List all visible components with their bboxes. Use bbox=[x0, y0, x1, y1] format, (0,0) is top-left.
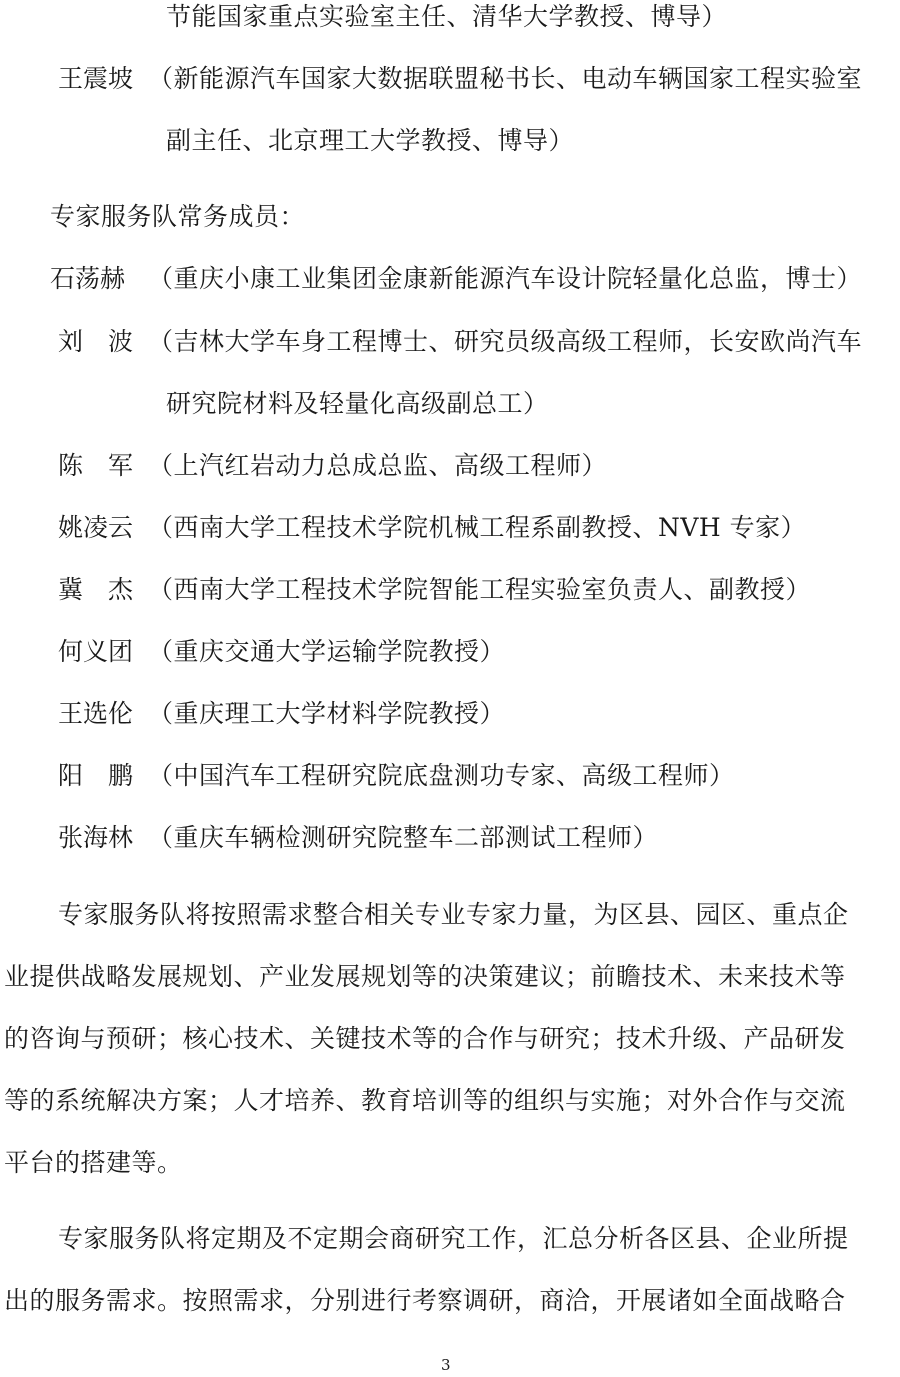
members-heading: 专家服务队常务成员： bbox=[50, 202, 306, 231]
member-desc: （上汽红岩动力总成总监、高级工程师） bbox=[148, 451, 608, 480]
paragraph1-line: 平台的搭建等。 bbox=[4, 1148, 183, 1177]
member-desc: （西南大学工程技术学院机械工程系副教授、NVH 专家） bbox=[148, 513, 807, 542]
member-name: 陈 军 bbox=[58, 451, 134, 480]
member-desc: （吉林大学车身工程博士、研究员级高级工程师，长安欧尚汽车 bbox=[148, 327, 863, 356]
member-name: 冀 杰 bbox=[58, 575, 134, 604]
paragraph2-line: 专家服务队将定期及不定期会商研究工作，汇总分析各区县、企业所提 bbox=[58, 1224, 849, 1253]
expert-desc-wang-line1: （新能源汽车国家大数据联盟秘书长、电动车辆国家工程实验室 bbox=[148, 64, 863, 93]
member-desc: （重庆小康工业集团金康新能源汽车设计院轻量化总监，博士） bbox=[148, 264, 863, 293]
paragraph1-line: 等的系统解决方案；人才培养、教育培训等的组织与实施；对外合作与交流 bbox=[4, 1086, 846, 1115]
paragraph1-line: 的咨询与预研；核心技术、关键技术等的合作与研究；技术升级、产品研发 bbox=[4, 1024, 846, 1053]
expert-desc-wang-line2: 副主任、北京理工大学教授、博导） bbox=[166, 126, 575, 155]
member-desc-continued: 研究院材料及轻量化高级副总工） bbox=[166, 389, 549, 418]
member-name: 阳 鹏 bbox=[58, 761, 134, 790]
member-desc: （西南大学工程技术学院智能工程实验室负责人、副教授） bbox=[148, 575, 812, 604]
member-name: 刘 波 bbox=[58, 327, 134, 356]
member-desc: （重庆理工大学材料学院教授） bbox=[148, 699, 506, 728]
member-name: 石荡赫 bbox=[50, 264, 126, 293]
member-desc: （中国汽车工程研究院底盘测功专家、高级工程师） bbox=[148, 761, 735, 790]
member-name: 何义团 bbox=[58, 637, 134, 666]
member-name: 张海林 bbox=[58, 823, 134, 852]
paragraph1-line: 业提供战略发展规划、产业发展规划等的决策建议；前瞻技术、未来技术等 bbox=[4, 962, 846, 991]
page-number: 3 bbox=[441, 1356, 451, 1374]
member-name: 姚凌云 bbox=[58, 513, 134, 542]
continuation-line: 节能国家重点实验室主任、清华大学教授、博导） bbox=[166, 2, 728, 31]
member-desc: （重庆交通大学运输学院教授） bbox=[148, 637, 506, 666]
paragraph2-line: 出的服务需求。按照需求，分别进行考察调研，商洽，开展诸如全面战略合 bbox=[4, 1286, 846, 1315]
expert-name-wang: 王震坡 bbox=[58, 64, 134, 93]
member-desc: （重庆车辆检测研究院整车二部测试工程师） bbox=[148, 823, 659, 852]
member-name: 王选伦 bbox=[58, 699, 134, 728]
paragraph1-line: 专家服务队将按照需求整合相关专业专家力量，为区县、园区、重点企 bbox=[58, 900, 849, 929]
